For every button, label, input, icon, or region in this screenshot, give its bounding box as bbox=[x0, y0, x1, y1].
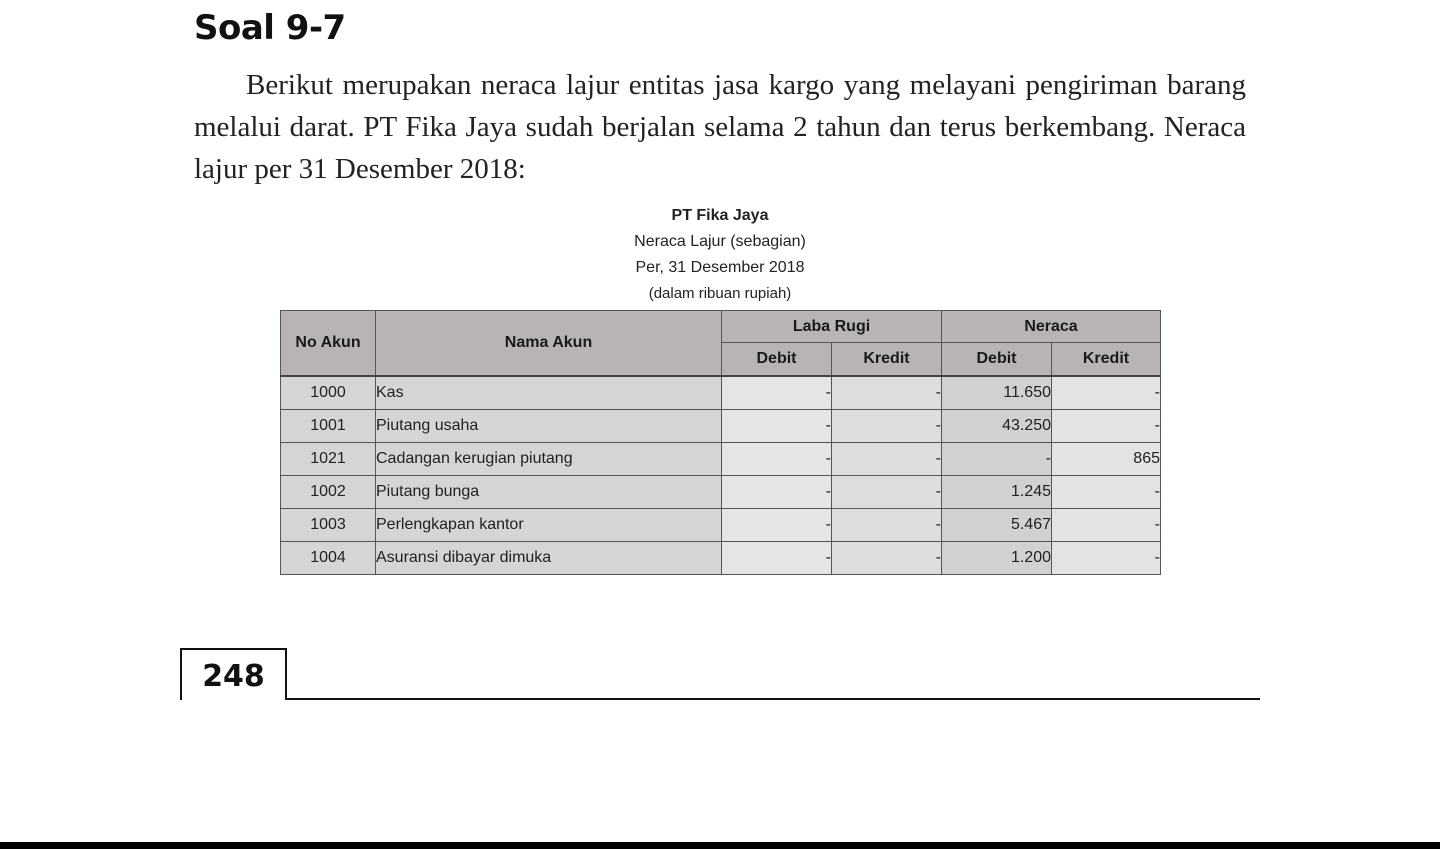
page-number: 248 bbox=[180, 648, 287, 700]
table-row bbox=[281, 476, 1161, 509]
cell-nama-akun: Perlengkapan kantor bbox=[376, 509, 722, 542]
cell-neraca-debit: 11.650 bbox=[942, 376, 1052, 410]
cell-no-akun: 1002 bbox=[281, 476, 376, 509]
cell-nama-akun: Kas bbox=[376, 376, 722, 410]
intro-paragraph bbox=[194, 64, 1246, 190]
cell-no-akun: 1004 bbox=[281, 542, 376, 575]
cell-neraca-debit: - bbox=[942, 443, 1052, 476]
cell-laba-rugi-debit: - bbox=[722, 443, 832, 476]
header-neraca-kredit: Kredit bbox=[1052, 343, 1161, 377]
cell-laba-rugi-debit: - bbox=[722, 509, 832, 542]
header-no-akun: No Akun bbox=[281, 311, 376, 377]
cell-neraca-kredit: - bbox=[1052, 376, 1161, 410]
cell-laba-rugi-kredit: - bbox=[832, 509, 942, 542]
cell-neraca-kredit: - bbox=[1052, 542, 1161, 575]
table-row bbox=[281, 410, 1161, 443]
table-row bbox=[281, 509, 1161, 542]
cell-laba-rugi-debit: - bbox=[722, 410, 832, 443]
cell-neraca-debit: 1.245 bbox=[942, 476, 1052, 509]
cell-no-akun: 1001 bbox=[281, 410, 376, 443]
table-row bbox=[281, 376, 1161, 410]
table-caption-company: PT Fika Jaya bbox=[671, 207, 769, 224]
header-neraca-debit: Debit bbox=[942, 343, 1052, 377]
header-laba-rugi-kredit: Kredit bbox=[832, 343, 942, 377]
cell-laba-rugi-kredit: - bbox=[832, 410, 942, 443]
cell-neraca-debit: 43.250 bbox=[942, 410, 1052, 443]
problem-heading: Soal 9-7 bbox=[194, 8, 346, 48]
header-laba-rugi: Laba Rugi bbox=[722, 311, 942, 343]
cell-laba-rugi-kredit: - bbox=[832, 443, 942, 476]
cell-laba-rugi-debit: - bbox=[722, 376, 832, 410]
cell-nama-akun: Cadangan kerugian piutang bbox=[376, 443, 722, 476]
cell-laba-rugi-kredit: - bbox=[832, 376, 942, 410]
header-laba-rugi-debit: Debit bbox=[722, 343, 832, 377]
table-caption-title: Neraca Lajur (sebagian) bbox=[634, 233, 806, 250]
cell-laba-rugi-kredit: - bbox=[832, 476, 942, 509]
intro-text: Berikut merupakan neraca lajur entitas jasa kargo yang melayani pengiriman barang melalui darat. PT Fika Jaya sudah berjalan selama 2 tahun dan terus berkembang. Neraca lajur per 31 Desember 2018: bbox=[194, 69, 1246, 185]
cell-no-akun: 1003 bbox=[281, 509, 376, 542]
header-neraca: Neraca bbox=[942, 311, 1161, 343]
cell-nama-akun: Piutang usaha bbox=[376, 410, 722, 443]
cell-nama-akun: Piutang bunga bbox=[376, 476, 722, 509]
table-row bbox=[281, 542, 1161, 575]
cell-neraca-kredit: 865 bbox=[1052, 443, 1161, 476]
bottom-edge-bar bbox=[0, 842, 1440, 849]
table-caption-unit: (dalam ribuan rupiah) bbox=[648, 285, 792, 302]
cell-no-akun: 1000 bbox=[281, 376, 376, 410]
cell-neraca-kredit: - bbox=[1052, 476, 1161, 509]
cell-laba-rugi-debit: - bbox=[722, 542, 832, 575]
cell-no-akun: 1021 bbox=[281, 443, 376, 476]
cell-neraca-debit: 5.467 bbox=[942, 509, 1052, 542]
cell-nama-akun: Asuransi dibayar dimuka bbox=[376, 542, 722, 575]
cell-neraca-kredit: - bbox=[1052, 509, 1161, 542]
cell-neraca-debit: 1.200 bbox=[942, 542, 1052, 575]
table-row bbox=[281, 443, 1161, 476]
footer-rule bbox=[287, 698, 1260, 700]
table-caption-date: Per, 31 Desember 2018 bbox=[635, 259, 805, 276]
cell-neraca-kredit: - bbox=[1052, 410, 1161, 443]
header-nama-akun: Nama Akun bbox=[376, 311, 722, 377]
worksheet-table bbox=[280, 310, 1161, 575]
cell-laba-rugi-kredit: - bbox=[832, 542, 942, 575]
cell-laba-rugi-debit: - bbox=[722, 476, 832, 509]
